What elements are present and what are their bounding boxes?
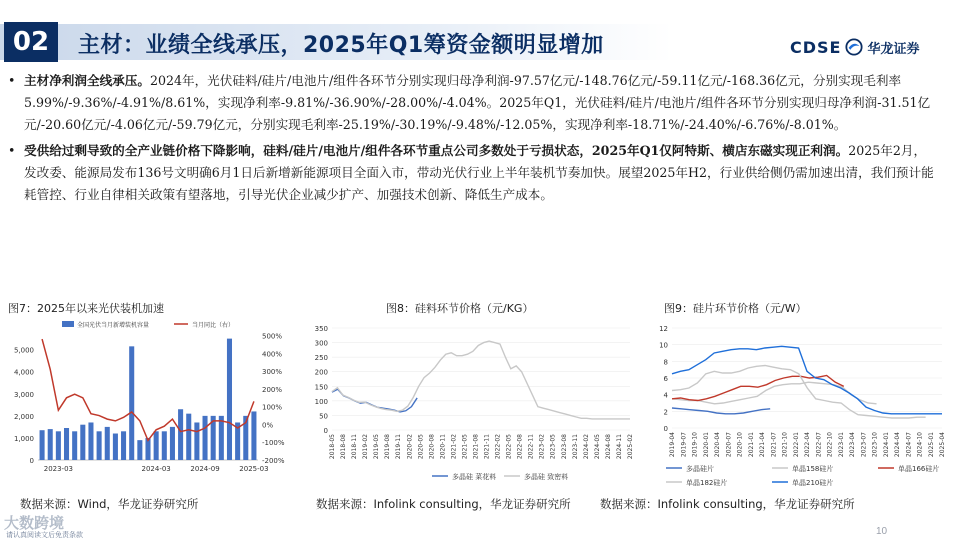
bullet-dot: • [8,143,16,158]
y-tick-label: 6 [663,375,668,383]
bar [203,416,208,460]
x-tick-label: 2024-08 [604,434,612,460]
y-tick-label-left: 5,000 [13,346,34,355]
x-tick-label: 2019-10 [691,432,699,458]
bullet-lead: 主材净利润全线承压。 [24,73,150,88]
x-tick-label: 2024-10 [916,432,924,458]
page-number: 10 [876,526,888,537]
x-tick-label: 2024-01 [882,432,890,458]
x-tick-label: 2019-11 [395,434,403,460]
y-tick-label-right: 400% [262,350,283,359]
x-tick-label: 2021-04 [759,432,766,458]
bar [186,414,191,460]
bar [194,422,199,460]
x-tick-label: 2022-08 [516,434,524,460]
x-tick-label: 2022-05 [505,434,513,460]
bar [105,427,110,460]
x-tick-label: 2022-10 [826,432,834,458]
x-tick-label: 2021-11 [483,434,491,460]
y-tick-label: 300 [314,339,328,348]
legend-label: 全国光伏当月新增装机容量 [77,322,150,329]
x-tick-label: 2021-08 [472,434,480,460]
y-tick-label-left: 3,000 [13,390,34,399]
x-tick-label: 2019-05 [373,434,381,460]
x-tick-label: 2025-02 [627,434,634,460]
x-tick-label: 2024-11 [615,434,623,460]
figure-8-title: 图8：硅料环节价格（元/KG） [386,302,534,315]
bar [56,431,61,460]
brand-logo [790,32,920,62]
legend-label: 单晶166硅片 [898,465,940,473]
x-tick-label: 2022-11 [527,434,535,460]
bar [40,430,45,460]
x-tick-label: 2020-07 [725,432,733,458]
bar [113,434,118,460]
y-tick-label-right: 200% [262,385,283,394]
x-tick-label: 2022-02 [494,434,502,460]
x-tick-label: 2021-07 [770,432,778,458]
header-band [0,18,960,64]
x-tick-label: 2022-07 [815,432,823,458]
x-tick-label: 2020-02 [406,434,414,460]
bullet-text: 2024年，光伏硅料/硅片/电池片/组件各环节分别实现归母净利润-97.57亿元/-148.76亿元/-59.11亿元/-168.36亿元，分别实现毛利率5.99%/-9.36%/-4.91%/8.61%，实现净利率-9.81%/-36.90%/-28.00%/-4.04%。2025年Q1，光伏硅料/硅片/电池片/组件各环节分别实现归母净利润-31.51亿元/-20.60亿元/-4.06亿元/-59.79亿元，分别实现毛利率-25.19%/-30.19%/-9.48%/-12.05%，实现净利率-18.71%/-24.40%/-6.76%/-8.01%。 [24,73,931,132]
bar [129,346,134,460]
x-tick-label: 2019-07 [680,432,688,458]
bar [64,428,69,460]
chart-wafer-price [650,318,950,490]
y-tick-label: 150 [314,383,328,392]
series-line [672,366,926,419]
y-tick-label-left: 0 [29,457,34,465]
y-tick-label: 200 [314,368,328,377]
x-tick-label: 2020-08 [428,434,436,460]
x-tick-label: 2025-01 [927,432,935,458]
x-tick-label: 2023-05 [549,434,557,460]
series-line [672,376,844,401]
figure-8-source: 数据来源：Infolink consulting，华龙证券研究所 [316,497,571,511]
x-tick-label: 2023-01 [837,432,845,458]
x-tick-label: 2021-10 [781,432,789,458]
bar [88,422,93,460]
x-tick-label: 2023-10 [871,432,879,458]
y-tick-label-right: 300% [262,368,283,377]
y-tick-label: 2 [663,408,668,417]
x-tick-label: 2021-05 [461,434,469,460]
bar [137,440,142,460]
legend-label: 单晶158硅片 [792,465,834,473]
series-line [672,408,770,414]
legend-label: 多晶硅 致密料 [524,473,569,481]
x-tick-label: 2024-07 [905,432,913,458]
bar [227,339,232,460]
x-tick-label: 2024-05 [593,434,601,460]
bullet-point [6,70,936,136]
bar [170,427,175,460]
bar [97,431,102,460]
y-tick-label: 50 [319,412,328,421]
logo-text-cn: 华龙证券 [867,41,920,57]
bar [48,429,53,460]
legend-swatch-bars [62,321,74,327]
y-tick-label: 8 [663,358,668,367]
legend-label: 当月同比（右） [192,322,235,329]
x-tick-label: 2021-01 [747,432,755,458]
legend-label: 多晶硅 菜花料 [452,473,497,481]
x-tick-label: 2023-02 [538,434,546,460]
x-tick-label: 2024-03 [141,465,171,473]
bullet-dot: • [8,73,16,88]
y-tick-label-right: -100% [262,439,285,448]
x-tick-label: 2019-08 [384,434,392,460]
y-tick-label-right: 100% [262,403,283,412]
x-tick-label: 2023-03 [43,465,73,473]
x-tick-label: 2020-11 [439,434,447,460]
x-tick-label: 2022-01 [792,432,800,458]
body-text [6,70,936,210]
legend-label: 单晶182硅片 [686,479,728,487]
x-tick-label: 2022-04 [804,432,811,458]
x-tick-label: 2020-05 [417,434,425,460]
y-tick-label-right: 0% [262,421,274,430]
page-title: 主材：业绩全线承压，2025年Q1筹资金额明显增加 [78,33,604,58]
bar [219,416,224,460]
series-line [332,341,630,419]
figure-9-source: 数据来源：Infolink consulting，华龙证券研究所 [600,497,855,511]
figure-9-title: 图9：硅片环节价格（元/W） [664,302,807,315]
bar [154,431,159,460]
bar [121,431,126,460]
section-number: 02 [4,22,58,62]
x-tick-label: 2024-02 [582,434,590,460]
y-tick-label-left: 2,000 [13,412,34,421]
logo-text-en: CDSE [790,37,842,57]
y-tick-label-right: 500% [262,332,283,341]
figure-7-title: 图7：2025年以来光伏装机加速 [8,302,164,315]
x-tick-label: 2023-04 [849,432,856,458]
figure-7-source: 数据来源：Wind，华龙证券研究所 [20,497,199,511]
x-tick-label: 2018-08 [340,434,348,460]
y-tick-label-left: 4,000 [13,368,34,377]
x-tick-label: 2019-02 [362,434,370,460]
bar [80,425,85,460]
x-tick-label: 2025-04 [939,432,946,458]
y-tick-label: 350 [314,325,328,333]
x-tick-label: 2025-03 [239,465,269,473]
series-line [672,382,877,404]
y-tick-label: 250 [314,354,328,363]
legend-label: 单晶210硅片 [792,479,834,487]
x-tick-label: 2023-08 [560,434,568,460]
x-tick-label: 2020-10 [736,432,744,458]
watermark: 大数跨境 [4,514,65,532]
y-tick-label: 4 [663,391,668,400]
y-tick-label: 0 [663,425,668,433]
bullet-point [6,140,936,206]
x-tick-label: 2021-02 [450,434,458,460]
bullet-lead: 受供给过剩导致的全产业链价格下降影响，硅料/硅片/电池片/组件各环节重点公司多数处于亏损状态，2025年Q1仅阿特斯、横店东磁实现正利润。 [24,143,849,158]
x-tick-label: 2024-04 [894,432,901,458]
dragon-logo-icon [845,38,863,56]
disclaimer-note: 请认真阅读文后免责条款 [6,532,83,539]
x-tick-label: 2024-09 [190,465,220,473]
y-tick-label: 10 [659,341,668,350]
y-tick-label: 12 [659,325,668,333]
x-tick-label: 2023-07 [860,432,868,458]
x-tick-label: 2018-11 [351,434,359,460]
x-tick-label: 2023-11 [571,434,579,460]
chart-polysilicon-price [308,318,638,490]
y-tick-label: 0 [323,427,328,435]
bar [178,409,183,460]
chart-pv-installations [4,318,294,490]
bar [251,411,256,460]
x-tick-label: 2020-01 [702,432,710,458]
bar [72,431,77,460]
x-tick-label: 2018-05 [329,434,336,460]
bullet-text: 2025年2月，发改委、能源局发布136号文明确6月1日后新增新能源项目全面入市，带动光伏行业上半年装机节奏加快。展望2025年H2，行业供给侧仍需加速出清，我们预计能耗管控、行业自律相关政策有望落地，引导光伏企业减少扩产、加强技术创新、降低生产成本。 [24,143,934,202]
x-tick-label: 2019-04 [669,432,676,458]
legend-label: 多晶硅片 [686,465,714,473]
y-tick-label-right: -200% [262,457,285,465]
y-tick-label-left: 1,000 [13,434,34,443]
x-tick-label: 2020-04 [714,432,721,458]
bar [162,431,167,460]
y-tick-label: 100 [314,397,328,406]
